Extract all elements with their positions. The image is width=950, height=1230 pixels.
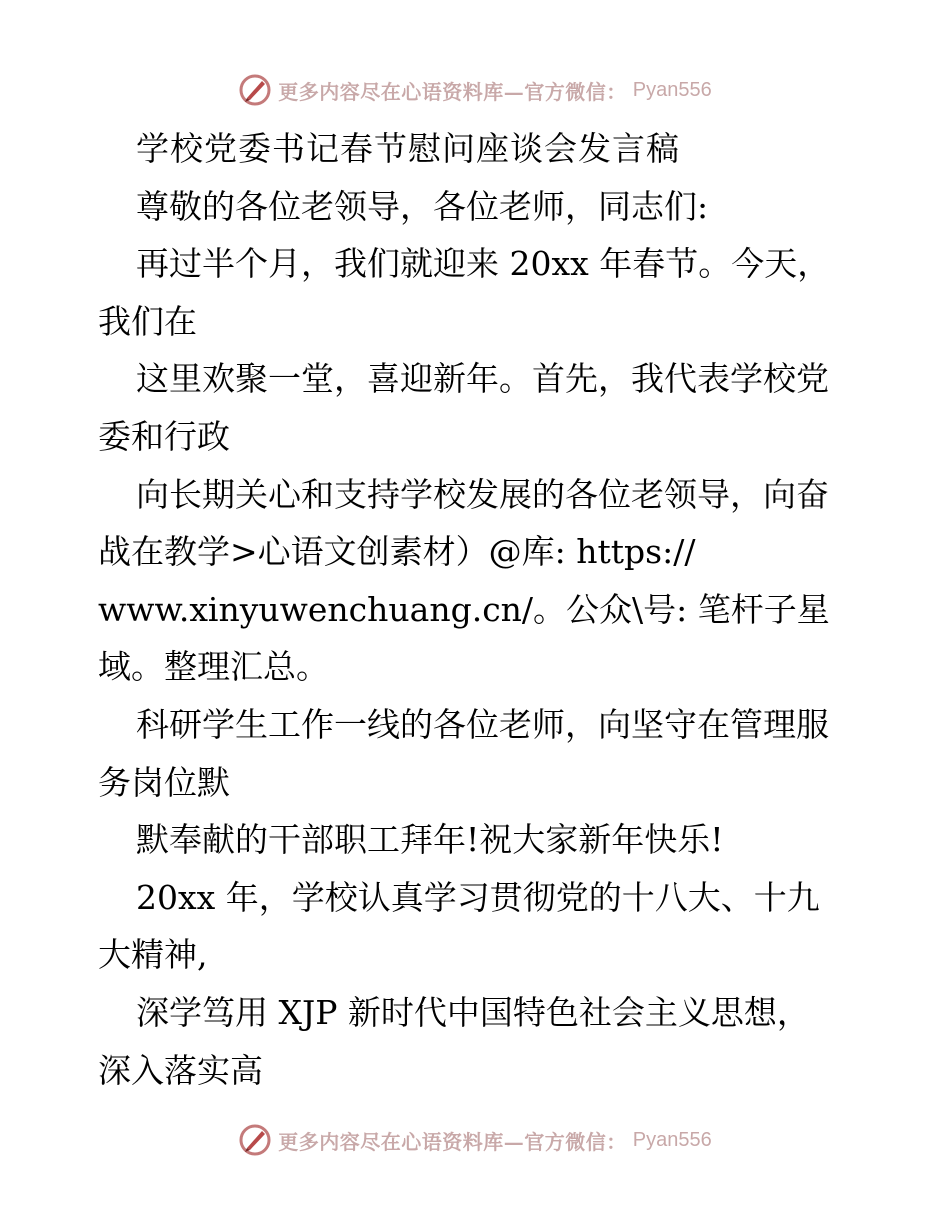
quill-pen-logo-icon	[238, 73, 272, 107]
watermark-text: 更多内容尽在心语资料库—官方微信：	[278, 79, 627, 104]
text-line: 再过半个月，我们就迎来 20xx 年春节。今天，	[136, 244, 831, 284]
text-line: 尊敬的各位老领导，各位老师，同志们:	[136, 186, 709, 226]
text-line: 默奉献的干部职工拜年!祝大家新年快乐!	[136, 820, 724, 860]
text-line: 委和行政	[98, 416, 230, 456]
footer-watermark	[0, 1120, 950, 1160]
text-line: 战在教学>心语文创素材）@库: https://	[98, 532, 696, 572]
text-line: 这里欢聚一堂，喜迎新年。首先，我代表学校党	[136, 359, 829, 399]
watermark-text: 更多内容尽在心语资料库—官方微信：	[278, 1129, 627, 1154]
text-line: 我们在	[98, 301, 197, 341]
text-line: 科研学生工作一线的各位老师，向坚守在管理服	[136, 704, 829, 744]
text-line: 务岗位默	[98, 762, 230, 802]
watermark-id: Pyan556	[632, 78, 712, 101]
text-line: 20xx 年，学校认真学习贯彻党的十八大、十九	[136, 877, 820, 917]
quill-pen-logo-icon	[238, 1123, 272, 1157]
text-line: 向长期关心和支持学校发展的各位老领导，向奋	[136, 474, 829, 514]
text-line: 大精神,	[98, 935, 208, 975]
header-watermark	[0, 70, 950, 110]
text-line: www.xinyuwenchuang.cn/。公众\号: 笔杆子星	[98, 589, 830, 629]
text-line: 域。整理汇总。	[98, 647, 329, 687]
document-title: 学校党委书记春节慰问座谈会发言稿	[136, 129, 680, 168]
text-line: 深入落实高	[98, 1050, 263, 1090]
watermark-id: Pyan556	[632, 1128, 712, 1151]
document-body	[98, 120, 858, 1099]
text-line: 深学笃用 XJP 新时代中国特色社会主义思想，	[136, 992, 810, 1032]
